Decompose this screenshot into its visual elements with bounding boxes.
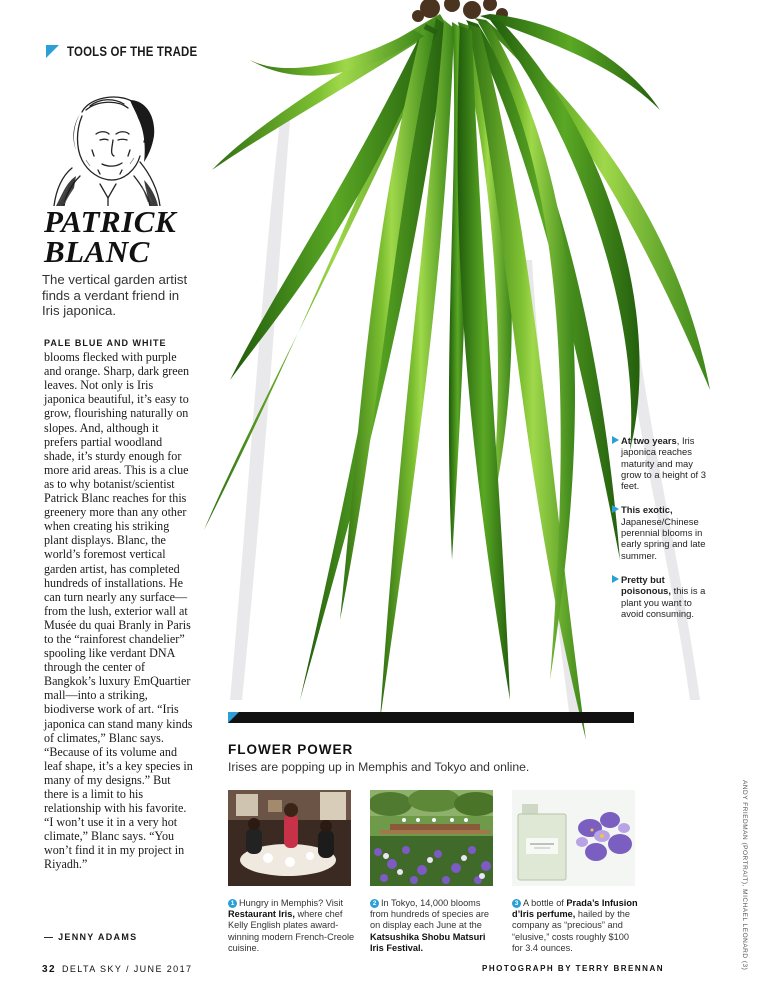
- caption-text: where chef Kelly English plates award-winning modern French-Creole cuisine.: [228, 909, 355, 953]
- caption-2: [370, 898, 497, 954]
- publication-line: DELTA SKY / JUNE 2017: [61, 964, 193, 974]
- portrait-illustration: [52, 90, 164, 206]
- fact-item: [612, 574, 708, 619]
- perfume-photo: [512, 790, 635, 886]
- side-credit: [738, 780, 750, 971]
- photo-credit: PHOTOGRAPH BY TERRY BRENNAN: [482, 964, 664, 973]
- article-body: [44, 335, 194, 872]
- fact-list: [612, 435, 708, 632]
- caption-1: [228, 898, 355, 954]
- fact-item: [612, 435, 708, 491]
- title-line-2: BLANC: [44, 234, 150, 269]
- caption-number: 3: [512, 899, 521, 908]
- body-lead-in: PALE BLUE AND WHITE: [44, 338, 167, 348]
- article-subtitle: The vertical garden artist finds a verdant friend in Iris japonica.: [42, 272, 188, 318]
- caption-emphasis: Katsushika Shobu Matsuri Iris Festival.: [370, 931, 486, 953]
- sidebar-rule: [228, 712, 634, 723]
- arrow-right-icon: [612, 575, 619, 583]
- caption-3: [512, 898, 639, 954]
- sidebar-title: FLOWER POWER: [228, 742, 354, 757]
- rule-triangle-icon: [228, 712, 239, 723]
- caption-emphasis: Restaurant Iris,: [228, 909, 295, 920]
- byline: — JENNY ADAMS: [44, 932, 138, 942]
- section-label: TOOLS OF THE TRADE: [67, 43, 198, 59]
- page-number: 32: [42, 964, 56, 975]
- fact-lead: At two years: [621, 435, 677, 446]
- body-paragraph: blooms flecked with purple and orange. Sharp, dark green leaves. Not only is Iris japonica beautiful, it’s easy to grow, flourishing naturally on slopes. And, although it prefers partial woodland shade, it’s sturdy enough for more arid areas. This is a clue as to why botanist/scientist Patrick Blanc reaches for this greenery more than any other when creating his striking plant displays. Blanc, the world’s foremost vertical garden artist, has completed hundreds of installations. He can turn nearly any surface—from the lush, exterior wall at Musée du quai Branly in Paris to the “rainforest chandelier” spooling like verdant DNA through the center of Bangkok’s luxury EmQuartier mall—into a striking, biodiverse work of art. “Iris japonica can stand many kinds of climates,” Blanc says. “Because of its volume and leaf shape, it’s a key species in many of my designs.” But there is a limit to his relationship with his favorite. “I won’t use it in a very hot climate,” Blanc says. “You won’t find it in my project in Riyadh.”: [44, 350, 193, 872]
- caption-emphasis: Prada’s Infusion d’Iris perfume,: [512, 898, 638, 920]
- caption-number: 2: [370, 899, 379, 908]
- sidebar-subtitle: Irises are popping up in Memphis and Tokyo and online.: [228, 760, 530, 774]
- side-credit-text: ANDY FRIEDMAN (PORTRAIT), MICHAEL LEONARD (3): [741, 780, 748, 971]
- page-folio: [42, 964, 192, 975]
- fact-lead: Pretty but poisonous,: [621, 573, 671, 597]
- fact-lead: This exotic,: [621, 504, 673, 516]
- caption-text: hailed by the company as “precious” and “elusive,” costs roughly $100 for 3.4 ounces.: [512, 909, 630, 953]
- iris-leaves-photo: [190, 0, 730, 760]
- restaurant-photo: [228, 790, 351, 886]
- caption-text: A bottle of: [523, 898, 567, 908]
- caption-text: In Tokyo, 14,000 blooms from hundreds of species are on display each June at the: [370, 898, 489, 931]
- flag-triangle-icon: [46, 45, 59, 58]
- fact-text: , Iris japonica reaches maturity and may grow to a height of 3 feet.: [621, 435, 706, 492]
- iris-festival-photo: [370, 790, 493, 886]
- fact-item: [612, 504, 708, 560]
- article-title: [44, 204, 214, 269]
- caption-number: 1: [228, 899, 237, 908]
- caption-text: Hungry in Memphis? Visit: [239, 898, 343, 908]
- arrow-right-icon: [612, 436, 619, 444]
- fact-text: Japanese/Chinese perennial blooms in early spring and late summer.: [621, 515, 706, 561]
- fact-text: this is a plant you want to avoid consuming.: [621, 585, 706, 619]
- arrow-right-icon: [612, 505, 619, 513]
- title-line-1: PATRICK: [44, 204, 177, 239]
